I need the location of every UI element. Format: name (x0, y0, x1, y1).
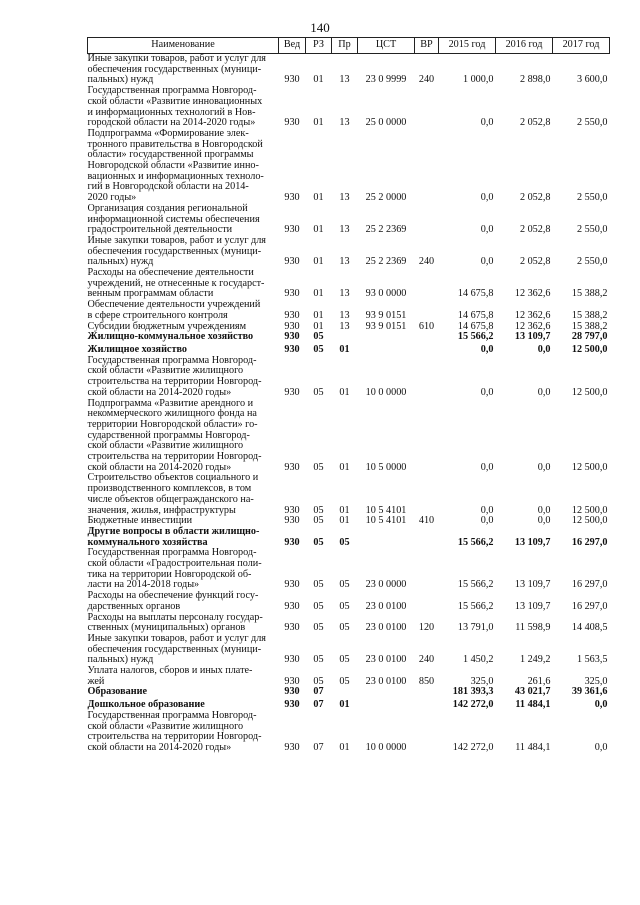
row-2015-cell: 0,0 (480, 504, 494, 516)
row-2015-cell: 15 566,2 (457, 331, 494, 343)
row-2017-cell: 2 550,0 (576, 224, 608, 236)
row-rz-cell: 01 (313, 309, 324, 321)
row-2017-cell: 2 550,0 (576, 256, 608, 268)
row-vr-cell (415, 268, 439, 300)
row-name-cell: Иные закупки товаров, работ и услуг для обеспечения государственных (муници- пальных) нужд (87, 234, 266, 268)
header-2016: 2016 год (496, 38, 553, 54)
row-name-cell: Иные закупки товаров, работ и услуг для обеспечения государственных (муници- пальных) нужд (87, 632, 266, 666)
table-row (88, 527, 610, 548)
row-vr-cell (415, 343, 439, 356)
row-2015-cell: 0,0 (480, 224, 494, 236)
table-row (88, 548, 610, 591)
row-pr-cell: 01 (339, 742, 350, 753)
budget-table (87, 37, 610, 754)
row-vr-cell (415, 527, 439, 548)
row-name-cell: Расходы на обеспечение функций госу- дарственных органов (87, 590, 259, 612)
row-cst-cell: 23 0 0000 (365, 579, 407, 591)
row-2016-cell: 0,0 (537, 386, 551, 398)
table-row (88, 634, 610, 666)
row-2016-cell: 0,0 (537, 515, 551, 527)
row-pr-cell: 05 (339, 579, 350, 591)
row-pr-cell: 01 (339, 343, 350, 355)
row-2017-cell: 28 797,0 (571, 331, 608, 343)
header-rz: РЗ (306, 38, 332, 54)
row-cst-cell: 10 0 0000 (365, 386, 407, 398)
row-2015-cell: 0,0 (480, 515, 494, 527)
row-2015-cell: 15 566,2 (457, 536, 494, 548)
row-name-cell: Подпрограмма «Формирование элек- тронного правительства в Новгородской области» государственной программы Новгородской области «Развитие инно- вационных и информационных техноло- гий в Новгородской области на 2014- 2020 годы» (87, 127, 264, 204)
row-2015-cell: 142 272,0 (452, 699, 494, 711)
row-ved-cell: 930 (284, 654, 300, 666)
row-vr-cell (415, 711, 439, 754)
table-row (88, 300, 610, 321)
row-ved-cell: 930 (284, 386, 300, 398)
row-vr-cell (415, 698, 439, 711)
row-cst-cell: 23 0 0100 (365, 600, 407, 612)
header-ved: Вед (279, 38, 306, 54)
table-row (88, 613, 610, 634)
row-2017-cell: 16 297,0 (571, 579, 608, 591)
row-2017-cell: 2 550,0 (576, 192, 608, 204)
row-ved-cell: 930 (284, 699, 300, 711)
row-ved-cell: 930 (284, 622, 300, 634)
row-pr-cell: 01 (339, 386, 350, 398)
row-rz-cell: 07 (313, 686, 324, 698)
table-header (88, 38, 610, 54)
row-name-cell: Обеспечение деятельности учреждений в сфере строительного контроля (87, 299, 261, 321)
page-number: 140 (310, 20, 330, 35)
row-cst-cell: 93 0 0000 (365, 288, 407, 300)
row-name-cell: Государственная программа Новгород- ской области «Развитие жилищного строительства на территории Новгород- ской области на 2014-2020 годы» (87, 354, 262, 398)
row-vr-cell (415, 129, 439, 204)
row-2017-cell: 0,0 (594, 742, 608, 753)
row-2017-cell: 15 388,2 (571, 288, 608, 300)
row-cst-cell: 25 0 0000 (365, 117, 407, 129)
row-rz-cell: 07 (313, 742, 324, 753)
row-rz-cell: 01 (313, 224, 324, 236)
row-2015-cell: 0,0 (480, 461, 494, 473)
row-ved-cell: 930 (284, 515, 300, 527)
row-cst-cell: 25 2 2369 (365, 256, 407, 268)
row-cst-cell (358, 343, 415, 356)
row-pr-cell: 01 (339, 699, 350, 711)
row-pr-cell: 05 (339, 536, 350, 548)
row-rz-cell: 05 (313, 536, 324, 548)
row-2016-cell: 0,0 (537, 504, 551, 516)
table-row (88, 711, 610, 754)
row-2016-cell: 2 052,8 (519, 256, 551, 268)
row-2016-cell: 43 021,7 (514, 686, 551, 698)
row-2016-cell: 13 109,7 (514, 331, 551, 343)
row-2016-cell: 13 109,7 (514, 536, 551, 548)
row-vr-cell (415, 332, 439, 343)
row-name-cell: Государственная программа Новгород- ской области «Развитие жилищного строительства на территории Новгород- ской области на 2014-2020 годы» (87, 709, 262, 753)
row-2015-cell: 0,0 (480, 256, 494, 268)
header-pr: Пр (332, 38, 358, 54)
row-2015-cell: 14 675,8 (457, 320, 494, 332)
table-row (88, 268, 610, 300)
row-2017-cell: 325,0 (584, 675, 608, 687)
row-cst-cell: 23 0 9999 (365, 74, 407, 86)
row-rz-cell: 05 (313, 600, 324, 612)
row-cst-cell: 23 0 0100 (365, 654, 407, 666)
row-pr-cell: 01 (339, 461, 350, 473)
row-name-cell: Государственная программа Новгород- ской области «Градостроительная поли- тика на территории Новгородской об- ласти на 2014-2018 годы» (87, 547, 262, 591)
row-name-cell: Государственная программа Новгород- ской области «Развитие инновационных и информационных технологий в Нов- городской области на 2014-2020 годы» (87, 85, 263, 129)
row-name-cell: Образование (87, 686, 148, 698)
row-name-cell: Иные закупки товаров, работ и услуг для обеспечения государственных (муници- пальных) нужд (87, 53, 266, 86)
row-2016-cell: 11 484,1 (515, 699, 551, 711)
row-2017-cell: 0,0 (594, 699, 608, 711)
row-name-cell: Расходы на выплаты персоналу государ- ственных (муниципальных) органов (87, 611, 263, 634)
table-row (88, 332, 610, 343)
row-rz-cell: 05 (313, 331, 324, 343)
row-cst-cell (358, 687, 415, 698)
row-cst-cell (358, 332, 415, 343)
row-vr-cell (415, 473, 439, 516)
row-pr-cell: 13 (339, 192, 350, 204)
row-name-cell: Бюджетные инвестиции (87, 515, 193, 527)
row-ved-cell: 930 (284, 579, 300, 591)
row-vr-cell (415, 204, 439, 236)
row-cst-cell: 23 0 0100 (365, 675, 407, 687)
row-2016-cell: 0,0 (537, 343, 551, 355)
row-pr-cell: 13 (339, 74, 350, 86)
table-row (88, 473, 610, 516)
row-2015-cell: 15 566,2 (457, 579, 494, 591)
row-rz-cell: 05 (313, 515, 324, 527)
row-pr-cell (332, 332, 358, 343)
row-ved-cell: 930 (284, 74, 300, 86)
row-ved-cell: 930 (284, 742, 300, 753)
header-vr: ВР (415, 38, 439, 54)
row-2015-cell: 14 675,8 (457, 288, 494, 300)
table-row (88, 356, 610, 399)
row-rz-cell: 01 (313, 320, 324, 332)
row-ved-cell: 930 (284, 117, 300, 129)
row-rz-cell: 05 (313, 343, 324, 355)
row-name-cell: Жилищно-коммунальное хозяйство (87, 331, 254, 343)
row-rz-cell: 01 (313, 256, 324, 268)
row-pr-cell: 13 (339, 320, 350, 332)
row-pr-cell: 05 (339, 622, 350, 634)
row-2015-cell: 0,0 (480, 192, 494, 204)
row-cst-cell: 10 5 4101 (365, 515, 407, 527)
row-2017-cell: 12 500,0 (571, 461, 608, 473)
row-2017-cell: 12 500,0 (571, 343, 608, 355)
row-ved-cell: 930 (284, 536, 300, 548)
table-row (88, 54, 610, 87)
row-ved-cell: 930 (284, 256, 300, 268)
row-2015-cell: 0,0 (480, 117, 494, 129)
row-pr-cell: 13 (339, 117, 350, 129)
row-2017-cell: 15 388,2 (571, 320, 608, 332)
row-rz-cell: 05 (313, 461, 324, 473)
row-2016-cell: 13 109,7 (514, 579, 551, 591)
table-row (88, 591, 610, 612)
row-ved-cell: 930 (284, 504, 300, 516)
row-2016-cell: 11 484,1 (515, 742, 551, 753)
row-vr-cell: 240 (418, 654, 435, 666)
row-vr-cell: 240 (418, 74, 435, 86)
row-vr-cell: 850 (418, 675, 435, 687)
row-ved-cell: 930 (284, 192, 300, 204)
row-2017-cell: 12 500,0 (571, 504, 608, 516)
row-ved-cell: 930 (284, 320, 300, 332)
row-2016-cell: 12 362,6 (514, 309, 551, 321)
row-2015-cell: 142 272,0 (452, 742, 494, 753)
row-cst-cell (358, 527, 415, 548)
row-2016-cell: 12 362,6 (514, 288, 551, 300)
row-name-cell: Субсидии бюджетным учреждениям (87, 320, 247, 332)
row-rz-cell: 01 (313, 288, 324, 300)
row-cst-cell: 25 2 0000 (365, 192, 407, 204)
row-cst-cell: 23 0 0100 (365, 622, 407, 634)
row-2016-cell: 0,0 (537, 461, 551, 473)
row-2015-cell: 325,0 (470, 675, 494, 687)
row-pr-cell: 01 (339, 504, 350, 516)
row-rz-cell: 05 (313, 654, 324, 666)
row-2016-cell: 2 052,8 (519, 117, 551, 129)
row-cst-cell: 10 0 0000 (365, 742, 407, 753)
row-rz-cell: 05 (313, 675, 324, 687)
row-pr-cell: 13 (339, 256, 350, 268)
row-name-cell: Другие вопросы в области жилищно- коммунального хозяйства (87, 525, 260, 548)
row-name-cell: Жилищное хозяйство (87, 343, 187, 355)
row-rz-cell: 01 (313, 117, 324, 129)
row-2016-cell: 11 598,9 (515, 622, 551, 634)
row-rz-cell: 05 (313, 622, 324, 634)
row-ved-cell: 930 (284, 686, 300, 698)
row-vr-cell (415, 86, 439, 129)
row-rz-cell: 05 (313, 504, 324, 516)
row-2016-cell: 1 249,2 (519, 654, 551, 666)
table-row (88, 399, 610, 474)
row-pr-cell: 05 (339, 654, 350, 666)
row-cst-cell: 10 5 0000 (365, 461, 407, 473)
row-rz-cell: 01 (313, 74, 324, 86)
row-ved-cell: 930 (284, 309, 300, 321)
row-2017-cell: 12 500,0 (571, 386, 608, 398)
row-cst-cell (358, 698, 415, 711)
header-2017: 2017 год (553, 38, 610, 54)
row-ved-cell: 930 (284, 675, 300, 687)
row-vr-cell: 410 (418, 515, 435, 527)
row-ved-cell: 930 (284, 288, 300, 300)
row-2015-cell: 15 566,2 (457, 600, 494, 612)
row-rz-cell: 01 (313, 192, 324, 204)
row-name-cell: Строительство объектов социального и производственного комплексов, в том числе объектов общегражданского на- значения, жилья, инфраструктуры (87, 472, 259, 516)
header-2015: 2015 год (439, 38, 496, 54)
row-2016-cell: 2 052,8 (519, 192, 551, 204)
row-2017-cell: 39 361,6 (571, 686, 608, 698)
row-2015-cell: 1 450,2 (462, 654, 494, 666)
row-vr-cell: 610 (418, 320, 435, 332)
row-cst-cell: 25 2 2369 (365, 224, 407, 236)
row-2015-cell: 0,0 (480, 386, 494, 398)
row-name-cell: Организация создания региональной информационной системы обеспечения градостроительной деятельности (87, 202, 260, 236)
row-vr-cell (415, 399, 439, 474)
row-vr-cell (415, 356, 439, 399)
row-vr-cell (415, 300, 439, 321)
row-ved-cell: 930 (284, 343, 300, 355)
row-2016-cell: 12 362,6 (514, 320, 551, 332)
table-row (88, 204, 610, 236)
row-2015-cell: 13 791,0 (457, 622, 494, 634)
row-cst-cell: 10 5 4101 (365, 504, 407, 516)
table-row (88, 666, 610, 687)
header-name: Наименование (88, 38, 279, 54)
row-2016-cell: 2 898,0 (519, 74, 551, 86)
row-vr-cell: 240 (418, 256, 435, 268)
row-pr-cell: 05 (339, 600, 350, 612)
row-pr-cell: 05 (339, 675, 350, 687)
table-row (88, 129, 610, 204)
row-2015-cell: 1 000,0 (462, 74, 494, 86)
header-cst: ЦСТ (358, 38, 415, 54)
row-pr-cell: 13 (339, 288, 350, 300)
row-2015-cell: 0,0 (480, 343, 494, 355)
row-ved-cell: 930 (284, 461, 300, 473)
row-pr-cell: 01 (339, 515, 350, 527)
table-row (88, 86, 610, 129)
row-vr-cell (415, 548, 439, 591)
table-row (88, 343, 610, 356)
row-ved-cell: 930 (284, 331, 300, 343)
row-cst-cell: 93 9 0151 (365, 320, 407, 332)
row-2016-cell: 13 109,7 (514, 600, 551, 612)
row-2017-cell: 16 297,0 (571, 600, 608, 612)
row-pr-cell: 13 (339, 224, 350, 236)
row-2017-cell: 3 600,0 (576, 74, 608, 86)
row-2017-cell: 14 408,5 (571, 622, 608, 634)
row-2016-cell: 261,6 (527, 675, 551, 687)
row-2017-cell: 15 388,2 (571, 309, 608, 321)
row-2017-cell: 12 500,0 (571, 515, 608, 527)
row-rz-cell: 05 (313, 386, 324, 398)
row-2017-cell: 16 297,0 (571, 536, 608, 548)
row-rz-cell: 05 (313, 579, 324, 591)
row-2015-cell: 14 675,8 (457, 309, 494, 321)
row-2017-cell: 2 550,0 (576, 117, 608, 129)
row-ved-cell: 930 (284, 600, 300, 612)
table-body (88, 54, 610, 754)
table-row (88, 687, 610, 698)
row-cst-cell: 93 9 0151 (365, 309, 407, 321)
row-rz-cell: 07 (313, 699, 324, 711)
row-name-cell: Уплата налогов, сборов и иных плате- жей (87, 665, 253, 687)
row-ved-cell: 930 (284, 224, 300, 236)
table-row (88, 698, 610, 711)
row-2016-cell: 2 052,8 (519, 224, 551, 236)
row-vr-cell (415, 687, 439, 698)
row-vr-cell (415, 591, 439, 612)
row-pr-cell: 13 (339, 309, 350, 321)
row-2017-cell: 1 563,5 (576, 654, 608, 666)
row-2015-cell: 181 393,3 (452, 686, 494, 698)
row-name-cell: Расходы на обеспечение деятельности учреждений, не отнесенные к государст- венным программам области (87, 267, 265, 300)
row-vr-cell: 120 (418, 622, 435, 634)
table-row (88, 236, 610, 268)
row-name-cell: Подпрограмма «Развитие арендного и некоммерческого жилищного фонда на территории Новгородской области» го- сударственной программы Новгород- ской области «Развитие жилищного строительства на территории Новгород- ской области на 2014-2020 годы» (87, 397, 262, 473)
row-name-cell: Дошкольное образование (87, 699, 205, 711)
row-pr-cell (332, 687, 358, 698)
